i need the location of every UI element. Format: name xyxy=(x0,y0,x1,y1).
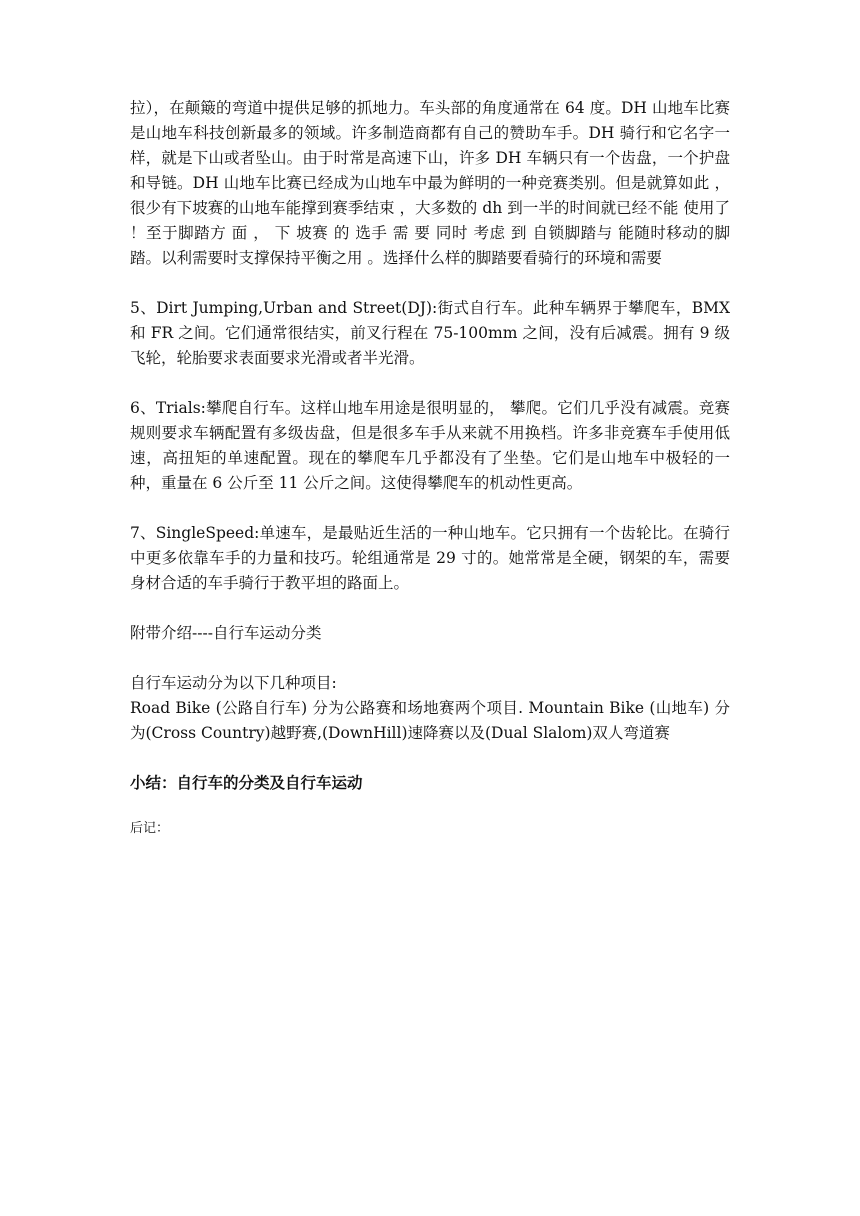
paragraph-dirt-jumping: 5、Dirt Jumping,Urban and Street(DJ):街式自行车。此种车辆界于攀爬车，BMX 和 FR 之间。它们通常很结实，前叉行程在 75-100mm 之间，没有后减震。拥有 9 级飞轮，轮胎要求表面要求光滑或者半光滑。 xyxy=(130,299,730,367)
sports-categories-text: Road Bike (公路自行车) 分为公路赛和场地赛两个项目. Mountain Bike (山地车) 分为(Cross Country)越野赛,(DownHill)速降赛以及(Dual Slalom)双人弯道赛 xyxy=(130,699,730,742)
document-page xyxy=(130,96,730,840)
paragraph-singlespeed: 7、SingleSpeed:单速车，是最贴近生活的一种山地车。它只拥有一个齿轮比。在骑行中更多依靠车手的力量和技巧。轮组通常是 29 寸的。她常常是全硬，钢架的车，需要身材合适的车手骑行于教平坦的路面上。 xyxy=(130,524,730,592)
summary-heading: 小结：自行车的分类及自行车运动 xyxy=(130,774,363,792)
paragraph-trials: 6、Trials:攀爬自行车。这样山地车用途是很明显的， 攀爬。它们几乎没有减震。竞赛规则要求车辆配置有多级齿盘，但是很多车手从来就不用换档。许多非竞赛车手使用低速，高扭矩的单速配置。现在的攀爬车几乎都没有了坐垫。它们是山地车中极轻的一种，重量在 6 公斤至 11 公斤之间。这使得攀爬车的机动性更高。 xyxy=(130,399,730,492)
intro-heading: 附带介绍----自行车运动分类 xyxy=(130,624,322,642)
paragraph-downhill: 拉），在颠簸的弯道中提供足够的抓地力。车头部的角度通常在 64 度。DH 山地车比赛是山地车科技创新最多的领域。许多制造商都有自己的赞助车手。DH 骑行和它名字一样，就是下山或者坠山。由于时常是高速下山，许多 DH 车辆只有一个齿盘，一个护盘和导链。DH 山地车比赛已经成为山地车中最为鲜明的一种竞赛类别。但是就算如此 ，很少有下坡赛的山地车能撑到赛季结束 ，大多数的 dh 到一半的时间就已经不能 使用了 ！至于脚踏方 面 ， 下 坡赛 的 选手 需 要 同时 考虑 到 自锁脚踏与 能随时移动的脚踏。以利需要时支撑保持平衡之用 。选择什么样的脚踏要看骑行的环境和需要 xyxy=(130,99,730,267)
sports-intro-line: 自行车运动分为以下几种项目: xyxy=(130,674,337,692)
afterword-label: 后记： xyxy=(130,821,170,836)
